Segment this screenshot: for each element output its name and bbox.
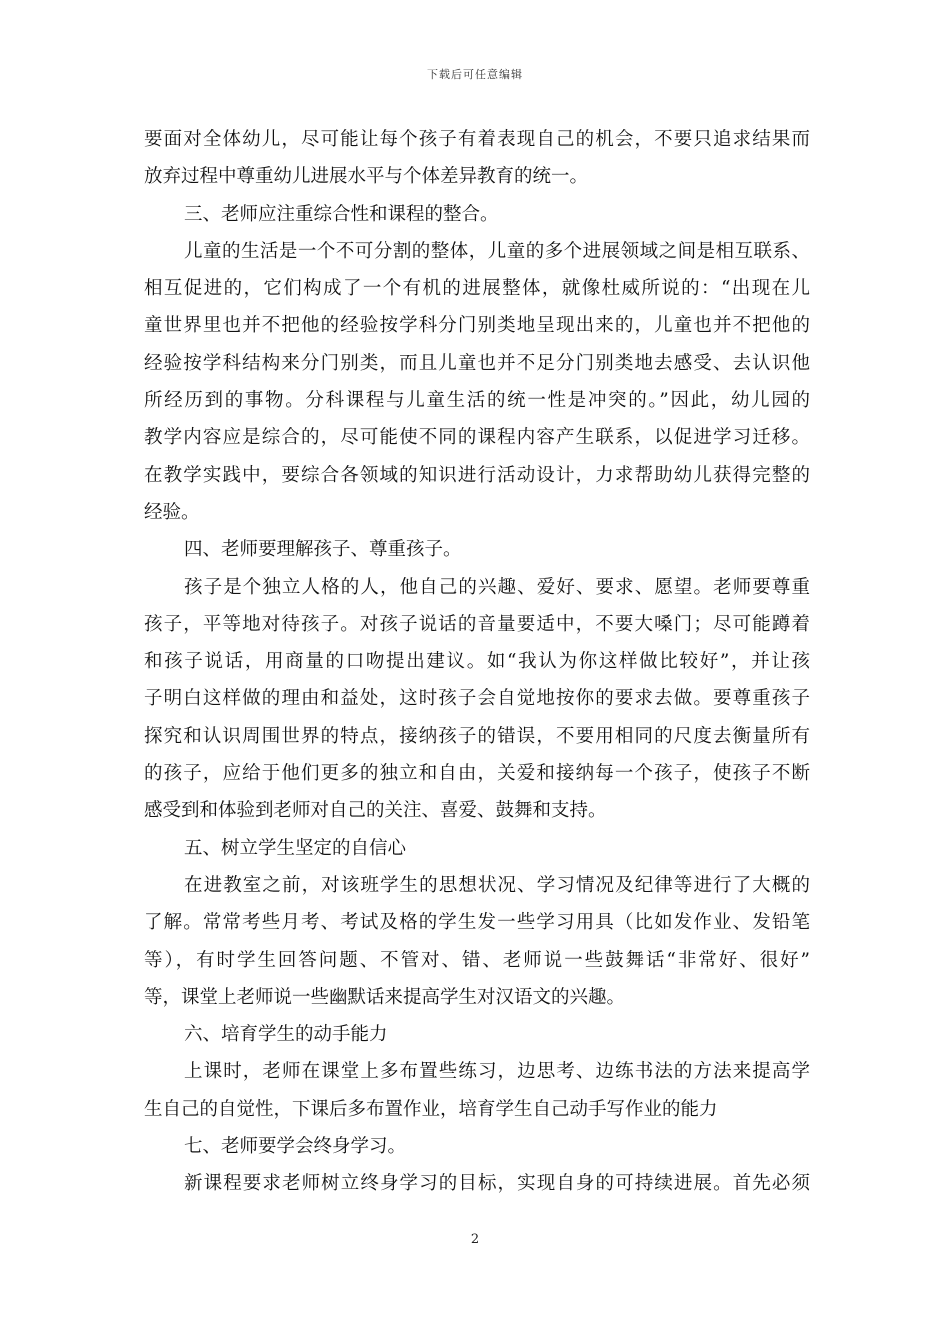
page-header: 下载后可任意编辑: [427, 68, 523, 81]
text-line: 孩子，平等地对待孩子。对孩子说话的音量要适中，不要大嗓门；尽可能蹲着: [144, 613, 810, 635]
text-line: 等，课堂上老师说一些幽默话来提高学生对汉语文的兴趣。: [144, 986, 626, 1008]
text-line: 七、老师要学会终身学习。: [184, 1136, 407, 1158]
text-line: 感受到和体验到老师对自己的关注、喜爱、鼓舞和支持。: [144, 800, 607, 822]
text-line: 子明白这样做的理由和益处，这时孩子会自觉地按你的要求去做。要尊重孩子: [144, 688, 810, 710]
text-line: 相互促进的，它们构成了一个有机的进展整体，就像杜威所说的：“出现在儿: [144, 278, 810, 300]
text-line: 五、树立学生坚定的自信心: [184, 837, 407, 859]
text-line: 在进教室之前，对该班学生的思想状况、学习情况及纪律等进行了大概的: [184, 874, 810, 896]
text-line: 探究和认识周围世界的特点，接纳孩子的错误，不要用相同的尺度去衡量所有: [144, 725, 810, 747]
text-line: 童世界里也并不把他的经验按学科分门别类地呈现出来的，儿童也并不把他的: [144, 315, 810, 337]
text-line: 放弃过程中尊重幼儿进展水平与个体差异教育的统一。: [144, 166, 589, 188]
text-line: 儿童的生活是一个不可分割的整体，儿童的多个进展领域之间是相互联系、: [184, 240, 810, 262]
text-line: 上课时，老师在课堂上多布置些练习，边思考、边练书法的方法来提高学: [184, 1061, 810, 1083]
text-line: 在教学实践中，要综合各领域的知识进行活动设计，力求帮助幼儿获得完整的: [144, 464, 810, 486]
text-line: 要面对全体幼儿，尽可能让每个孩子有着表现自己的机会，不要只追求结果而: [144, 129, 810, 150]
page-number: 2: [470, 1232, 480, 1247]
text-line: 的孩子，应给于他们更多的独立和自由，关爱和接纳每一个孩子，使孩子不断: [144, 763, 810, 785]
text-line: 生自己的自觉性，下课后多布置作业，培育学生自己动手写作业的能力: [144, 1098, 718, 1120]
text-line: 六、培育学生的动手能力: [184, 1024, 388, 1046]
text-line: 新课程要求老师树立终身学习的目标，实现自身的可持续进展。首先必须: [184, 1173, 810, 1195]
text-line: 三、老师应注重综合性和课程的整合。: [184, 203, 499, 225]
text-line: 经验按学科结构来分门别类，而且儿童也并不足分门别类地去感受、去认识他: [144, 352, 810, 374]
document-body: [144, 121, 810, 1203]
text-line: 经验。: [144, 501, 200, 523]
text-line: 等），有时学生回答问题、不管对、错、老师说一些鼓舞话“非常好、很好”: [144, 949, 810, 971]
text-line: 四、老师要理解孩子、尊重孩子。: [184, 539, 462, 561]
text-line: 和孩子说话，用商量的口吻提出建议。如“我认为你这样做比较好”，并让孩: [144, 651, 810, 673]
text-line: 教学内容应是综合的，尽可能使不同的课程内容产生联系，以促进学习迁移。: [144, 427, 810, 449]
text-line: 了解。常常考些月考、考试及格的学生发一些学习用具（比如发作业、发铅笔: [144, 912, 810, 934]
text-line: 孩子是个独立人格的人，他自己的兴趣、爱好、要求、愿望。老师要尊重: [184, 576, 810, 598]
text-line: 所经历到的事物。分科课程与儿童生活的统一性是冲突的。”因此，幼儿园的: [144, 390, 810, 412]
